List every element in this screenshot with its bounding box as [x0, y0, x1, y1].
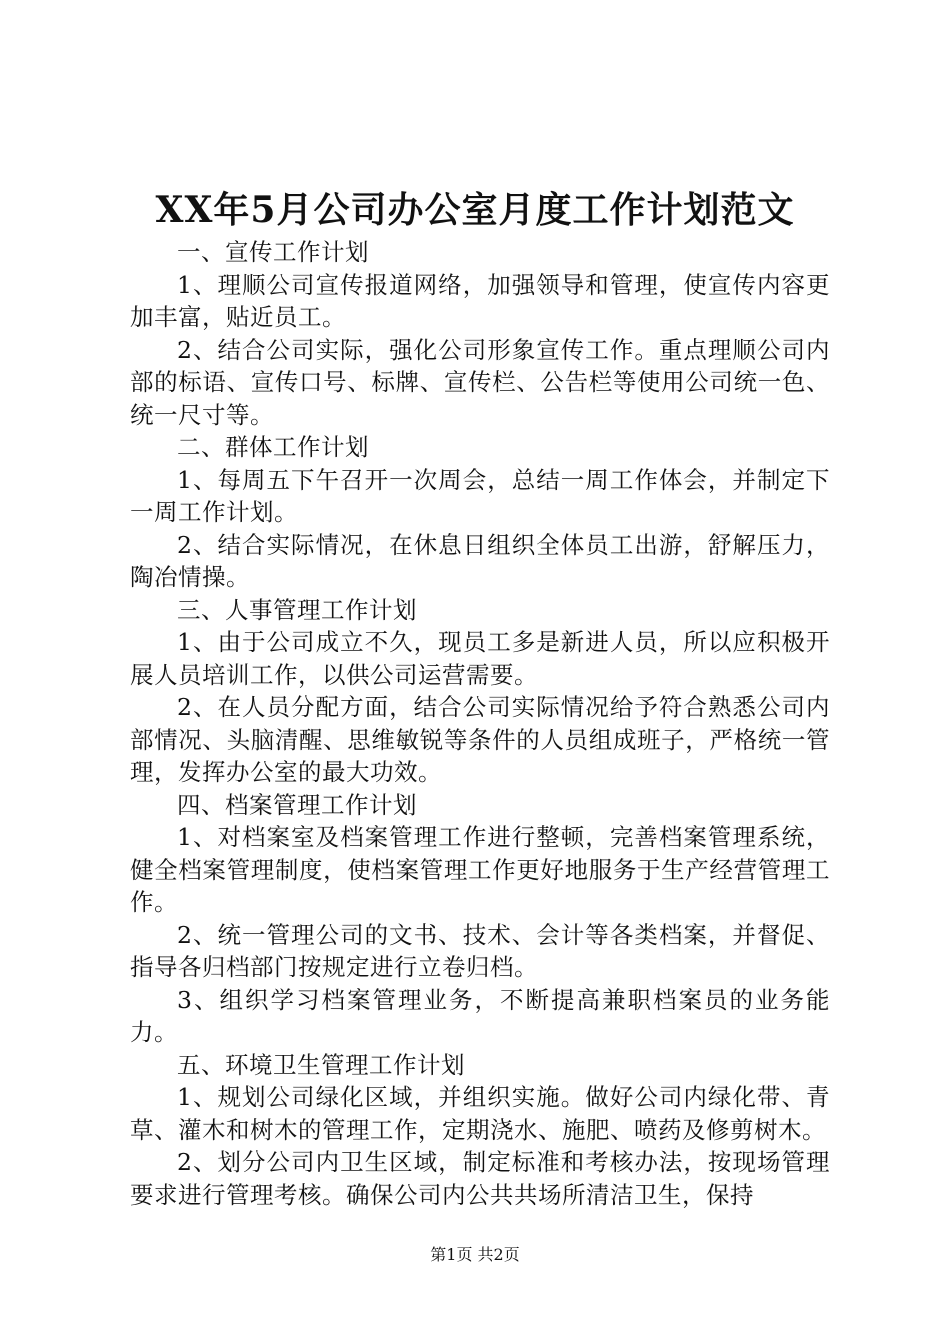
paragraph: 1、理顺公司宣传报道网络，加强领导和管理，使宣传内容更加丰富，贴近员工。: [130, 270, 830, 331]
document-title: XX年5月公司办公室月度工作计划范文: [155, 189, 795, 231]
section-heading-publicity: 一、宣传工作计划: [177, 238, 369, 266]
section-heading-personnel: 三、人事管理工作计划: [177, 595, 417, 624]
paragraph: 1、对档案室及档案管理工作进行整顿，完善档案管理系统，健全档案管理制度，使档案管理工作更好地服务于生产经营管理工作。: [130, 823, 830, 916]
page-number-footer: 第1页 共2页: [430, 1245, 520, 1264]
paragraph: 2、在人员分配方面，结合公司实际情况给予符合熟悉公司内部情况、头脑清醒、思维敏锐等条件的人员组成班子，严格统一管理，发挥办公室的最大功效。: [130, 693, 830, 786]
paragraph: 1、由于公司成立不久，现员工多是新进人员，所以应积极开展人员培训工作，以供公司运营需要。: [130, 628, 830, 689]
document-body: [130, 236, 830, 1211]
section-heading-environment: 五、环境卫生管理工作计划: [177, 1050, 465, 1079]
paragraph: 1、每周五下午召开一次周会，总结一周工作体会，并制定下一周工作计划。: [130, 465, 830, 526]
paragraph: 2、划分公司内卫生区域，制定标准和考核办法，按现场管理要求进行管理考核。确保公司内公共共场所清洁卫生，保持: [130, 1148, 830, 1209]
paragraph: 3、组织学习档案管理业务，不断提高兼职档案员的业务能力。: [130, 985, 830, 1046]
section-heading-archives: 四、档案管理工作计划: [177, 790, 417, 819]
paragraph: 2、结合实际情况，在休息日组织全体员工出游，舒解压力，陶冶情操。: [130, 530, 830, 591]
paragraph: 1、规划公司绿化区域，并组织实施。做好公司内绿化带、青草、灌木和树木的管理工作，定期浇水、施肥、喷药及修剪树木。: [130, 1083, 830, 1144]
paragraph: 2、结合公司实际，强化公司形象宣传工作。重点理顺公司内部的标语、宣传口号、标牌、宣传栏、公告栏等使用公司统一色、统一尺寸等。: [130, 335, 830, 429]
paragraph: 2、统一管理公司的文书、技术、会计等各类档案，并督促、指导各归档部门按规定进行立卷归档。: [130, 920, 830, 981]
section-heading-group-work: 二、群体工作计划: [177, 433, 369, 461]
